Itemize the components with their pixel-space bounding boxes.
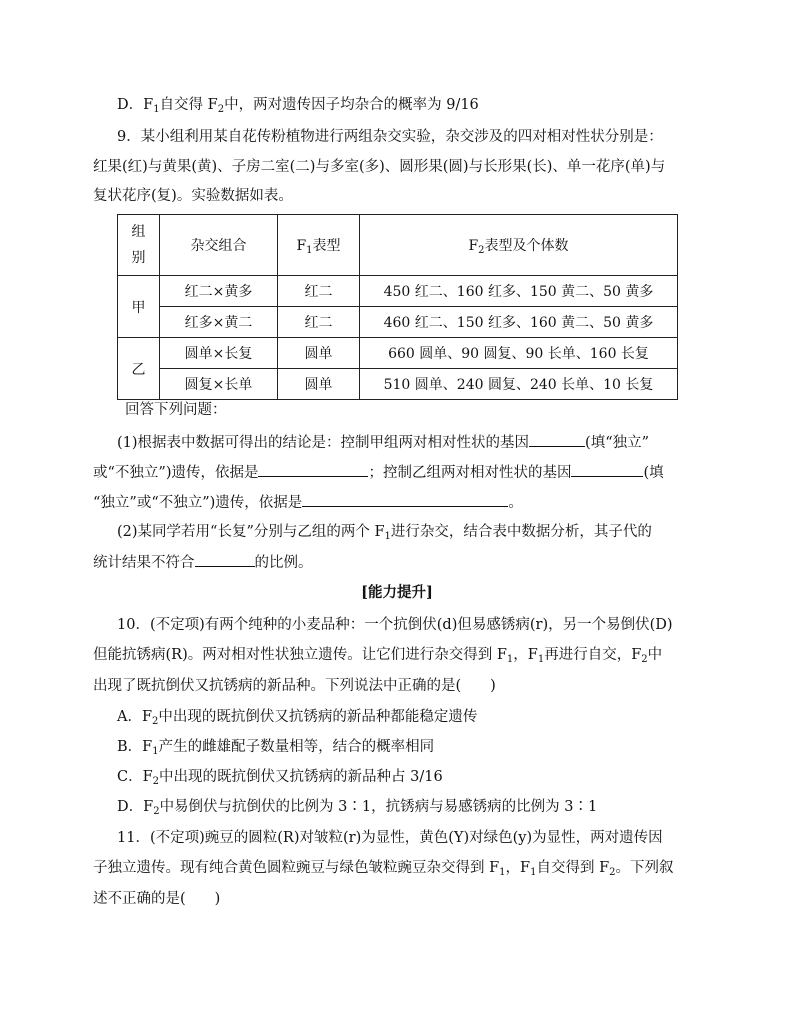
- table-row: [118, 369, 678, 400]
- q9-part2-line-2: 统计结果不符合 的比例。: [93, 552, 313, 573]
- cross-cell: 红二×黄多: [160, 276, 278, 307]
- q10-option-b: B．$F_1$产生的雌雄配子数量相等，结合的概率相同: [117, 739, 435, 757]
- table-header-row: [118, 215, 678, 276]
- subscript: 2: [217, 104, 225, 115]
- f1-cell: 圆单: [278, 338, 360, 369]
- cross-cell: 圆单×长复: [160, 338, 278, 369]
- cross-cell: 红多×黄二: [160, 307, 278, 338]
- q9-stem-line-1: 9．某小组利用某自花传粉植物进行两组杂交实验，杂交涉及的四对相对性状分别是：: [117, 129, 663, 145]
- q9-data-table: [117, 214, 678, 400]
- answer-blank[interactable]: [571, 462, 643, 477]
- q9-part2-line-1: (2)某同学若用“长复”分别与乙组的两个 $F_1$进行杂交，结合表中数据分析，其子代的: [117, 524, 652, 542]
- q9-stem-line-2: 红果(红)与黄果(黄)、子房二室(二)与多室(多)、圆形果(圆)与长形果(长)、单一花序(单)与: [93, 159, 666, 175]
- q11-stem-line-2: 子独立遗传。现有纯合黄色圆粒豌豆与绿色皱粒豌豆杂交得到 $F_1$，$F_1$自交得到 $F_2$。下列叙: [93, 860, 674, 878]
- cross-cell: 圆复×长单: [160, 369, 278, 400]
- q9-part1-line-1: (1)根据表中数据可得出的结论是：控制甲组两对相对性状的基因 (填“独立”: [117, 432, 649, 453]
- table-row: [118, 276, 678, 307]
- f1-cell: 圆单: [278, 369, 360, 400]
- q10-option-d: D．$F_2$中易倒伏与抗倒伏的比例为 3∶1，抗锈病与易感锈病的比例为 3∶1: [117, 799, 598, 817]
- f2-cell: 460 红二、150 红多、160 黄二、50 黄多: [360, 307, 678, 338]
- answer-blank[interactable]: [302, 492, 508, 507]
- q9-part1-line-2: 或“不独立”)遗传，依据是 ；控制乙组两对相对性状的基因 (填: [93, 462, 664, 483]
- table-row: [118, 307, 678, 338]
- q9-answer-prompt: 回答下列问题：: [125, 402, 227, 418]
- group-cell: 乙: [118, 338, 160, 400]
- q8-option-d: [117, 95, 479, 115]
- f2-cell: 510 圆单、240 圆复、240 长单、10 长复: [360, 369, 678, 400]
- f2-cell: 660 圆单、90 圆复、90 长单、160 长复: [360, 338, 678, 369]
- q11-stem-line-1: 11．(不定项)豌豆的圆粒(R)对皱粒(r)为显性，黄色(Y)对绿色(y)为显性，两对遗传因: [117, 830, 663, 846]
- header-group: 组 别: [118, 215, 160, 276]
- group-cell: 甲: [118, 276, 160, 338]
- table-row: [118, 338, 678, 369]
- f1-cell: 红二: [278, 307, 360, 338]
- q10-stem-line-1: 10．(不定项)有两个纯种的小麦品种：一个抗倒伏(d)但易感锈病(r)，另一个易倒伏(D): [117, 617, 673, 633]
- q9-part1-line-3: “独立”或“不独立”)遗传，依据是 。: [93, 492, 523, 513]
- header-f1: $F_1$表型: [278, 215, 360, 276]
- q10-stem-line-3: 出现了既抗倒伏又抗锈病的新品种。下列说法中正确的是( ): [93, 678, 496, 694]
- q10-option-c: C．$F_2$中出现的既抗倒伏又抗锈病的新品种占 3/16: [117, 769, 443, 787]
- q11-stem-line-3: 述不正确的是( ): [93, 891, 221, 907]
- q10-option-a: A．$F_2$中出现的既抗倒伏又抗锈病的新品种都能稳定遗传: [117, 709, 478, 727]
- header-cross: 杂交组合: [160, 215, 278, 276]
- q8-option-d-text: 中，两对遗传因子均杂合的概率为 9/16: [224, 97, 479, 113]
- header-f2: $F_2$表型及个体数: [360, 215, 678, 276]
- q9-stem-line-3: 复状花序(复)。实验数据如表。: [93, 188, 293, 204]
- f1-cell: 红二: [278, 276, 360, 307]
- subscript: 1: [153, 104, 160, 115]
- q8-option-d-text: 自交得 F: [159, 97, 218, 113]
- answer-blank[interactable]: [529, 432, 585, 447]
- section-title: [能力提升]: [361, 584, 433, 601]
- f2-cell: 450 红二、160 红多、150 黄二、50 黄多: [360, 276, 678, 307]
- answer-blank[interactable]: [195, 552, 255, 567]
- q10-stem-line-2: 但能抗锈病(R)。两对相对性状独立遗传。让它们进行杂交得到 $F_1$，$F_1$再进行自交，$F_2$中: [93, 647, 663, 665]
- answer-blank[interactable]: [258, 462, 368, 477]
- q8-option-d-text: D．F: [117, 97, 154, 113]
